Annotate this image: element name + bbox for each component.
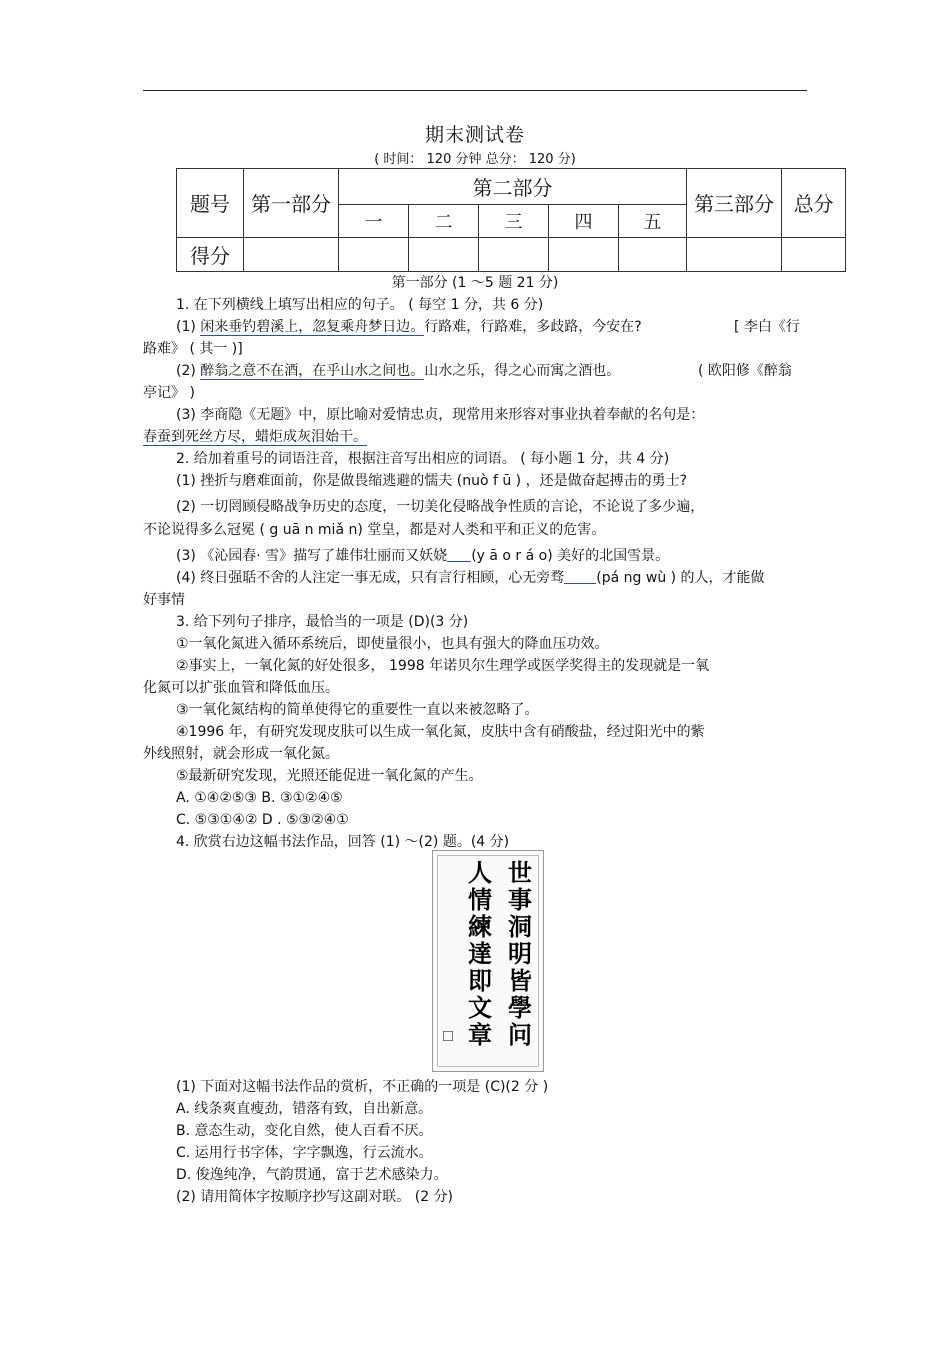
q1-line-1: (1) 闲来垂钓碧溪上，忽复乘舟梦日边。行路难，行路难，多歧路，今安在? — [176, 319, 642, 335]
q1-line-3-answer — [143, 428, 367, 446]
header-part2-sub-5: 五 — [619, 205, 687, 237]
answer-blank — [564, 569, 596, 584]
row-label-tihao: 题号 — [177, 169, 244, 238]
q4-stem: 4. 欣赏右边这幅书法作品，回答 (1) ～(2) 题。(4 分) — [176, 834, 510, 850]
q1-line-2: (2) 醉翁之意不在酒，在乎山水之间也。山水之乐，得之心而寓之酒也。 — [176, 363, 621, 379]
page-title: 期末测试卷 — [424, 124, 525, 146]
score-cell — [619, 237, 687, 271]
answer-fill: 闲来垂钓碧溪上， — [200, 319, 313, 335]
q2-line-4b: 好事情 — [143, 592, 185, 608]
score-cell — [687, 237, 782, 271]
score-cell — [339, 237, 409, 271]
q4-sub1: (1) 下面对这幅书法作品的赏析，不正确的一项是 (C)(2 分 ) — [176, 1079, 549, 1095]
q2-line-2b: 不论说得多么冠冕 ( g uā n miǎ n) 堂皇，都是对人类和平和正义的危害。 — [143, 522, 606, 538]
q1-source-2b: 亭记》 ) — [143, 385, 195, 401]
header-part2-sub-1: 一 — [339, 205, 409, 237]
q4-sub2: (2) 请用简体字按顺序抄写这副对联。 (2 分) — [176, 1189, 454, 1205]
top-rule — [143, 90, 807, 91]
q1-source-2: ( 欧阳修《醉翁 — [698, 363, 792, 379]
q1-line-3: (3) 李商隐《无题》中，原比喻对爱情忠贞，现常用来形容对事业执着奉献的名句是： — [176, 407, 705, 423]
q4-option-a: A. 线条爽直瘦劲，错落有致，自出新意。 — [176, 1101, 433, 1117]
header-part1: 第一部分 — [244, 169, 339, 238]
score-cell — [549, 237, 619, 271]
q3-sentence-4a: ④1996 年，有研究发现皮肤可以生成一氧化氮，皮肤中含有硝酸盐，经过阳光中的紫 — [176, 724, 705, 740]
q3-sentence-1: ①一氧化氮进入循环系统后，即使量很小，也具有强大的降血压功效。 — [176, 636, 609, 652]
q3-stem: 3. 给下列句子排序，最恰当的一项是 (D)(3 分) — [176, 614, 469, 630]
score-cell — [479, 237, 549, 271]
q3-sentence-3: ③一氧化氮结构的简单使得它的重要性一直以来被忽略了。 — [176, 702, 539, 718]
q2-line-2a: (2) 一切罔顾侵略战争历史的态度，一切美化侵略战争性质的言论，不论说了多少遍， — [176, 499, 705, 515]
q3-sentence-4b: 外线照射，就会形成一氧化氮。 — [143, 746, 339, 762]
q2-stem: 2. 给加着重号的词语注音，根据注音写出相应的词语。 ( 每小题 1 分，共 4 分) — [176, 451, 670, 467]
header-part2-sub-2: 二 — [409, 205, 479, 237]
q3-sentence-2b: 化氮可以扩张血管和降低血压。 — [143, 680, 339, 696]
header-part2: 第二部分 — [339, 169, 687, 205]
q3-options-ab: A. ①④②⑤③ B. ③①②④⑤ — [176, 790, 343, 806]
q1-source-1: [ 李白《行 — [734, 319, 800, 335]
score-table — [176, 168, 846, 272]
score-cell — [409, 237, 479, 271]
header-part2-sub-3: 三 — [479, 205, 549, 237]
q2-line-1: (1) 挫折与磨难面前，你是做畏缩逃避的懦夫 (nuò f ū ) ，还是做奋起搏击的勇士? — [176, 473, 687, 489]
q3-sentence-5: ⑤最新研究发现，光照还能促进一氧化氮的产生。 — [176, 768, 483, 784]
header-part2-sub-4: 四 — [549, 205, 619, 237]
section-heading: 第一部分 (1 ～5 题 21 分) — [391, 275, 559, 291]
calligraphy-right-column: 世 事 洞 明 皆 學 问 — [508, 858, 532, 1049]
seal-icon — [443, 1031, 453, 1041]
answer-blank — [447, 547, 471, 562]
calligraphy-left-column: 人 情 練 達 即 文 章 — [468, 858, 492, 1049]
answer-fill: 春蚕到死丝方尽， — [143, 429, 255, 445]
q4-option-d: D. 俊逸纯净，气韵贯通，富于艺术感染力。 — [176, 1167, 448, 1183]
answer-fill: 蜡炬成灰泪始干。 — [255, 429, 367, 445]
q1-source-1b: 路难》 ( 其一 )] — [143, 341, 243, 357]
score-cell — [244, 237, 339, 271]
q3-options-cd: C. ⑤③①④② D . ⑤③②④① — [176, 812, 349, 828]
q4-option-b: B. 意态生动，变化自然，使人百看不厌。 — [176, 1123, 433, 1139]
answer-fill: 忽复乘舟梦日边。 — [312, 319, 425, 335]
q2-line-3: (3) 《沁园春· 雪》描写了雄伟壮丽而又妖娆 (y ā o r á o) 美好的北国雪景。 — [176, 548, 670, 564]
row-label-defen: 得分 — [177, 237, 244, 271]
q2-line-4: (4) 终日强聒不舍的人注定一事无成，只有言行相顾，心无旁骛 (pá ng wù ) 的人，才能做 — [176, 570, 765, 586]
header-part3: 第三部分 — [687, 169, 782, 238]
answer-fill: 醉翁之意不在酒， — [200, 363, 313, 379]
calligraphy-image — [432, 850, 544, 1072]
answer-fill: 在乎山水之间也。 — [312, 363, 425, 379]
q1-stem: 1. 在下列横线上填写出相应的句子。 ( 每空 1 分，共 6 分) — [176, 297, 544, 313]
score-cell — [782, 237, 846, 271]
exam-info: ( 时间： 120 分钟 总分： 120 分) — [374, 152, 576, 167]
q4-option-c: C. 运用行书字体，字字飘逸，行云流水。 — [176, 1145, 433, 1161]
q3-sentence-2a: ②事实上，一氧化氮的好处很多， 1998 年诺贝尔生理学或医学奖得主的发现就是一氧 — [176, 658, 710, 674]
calligraphy-signature — [444, 889, 458, 1019]
header-total: 总分 — [782, 169, 846, 238]
